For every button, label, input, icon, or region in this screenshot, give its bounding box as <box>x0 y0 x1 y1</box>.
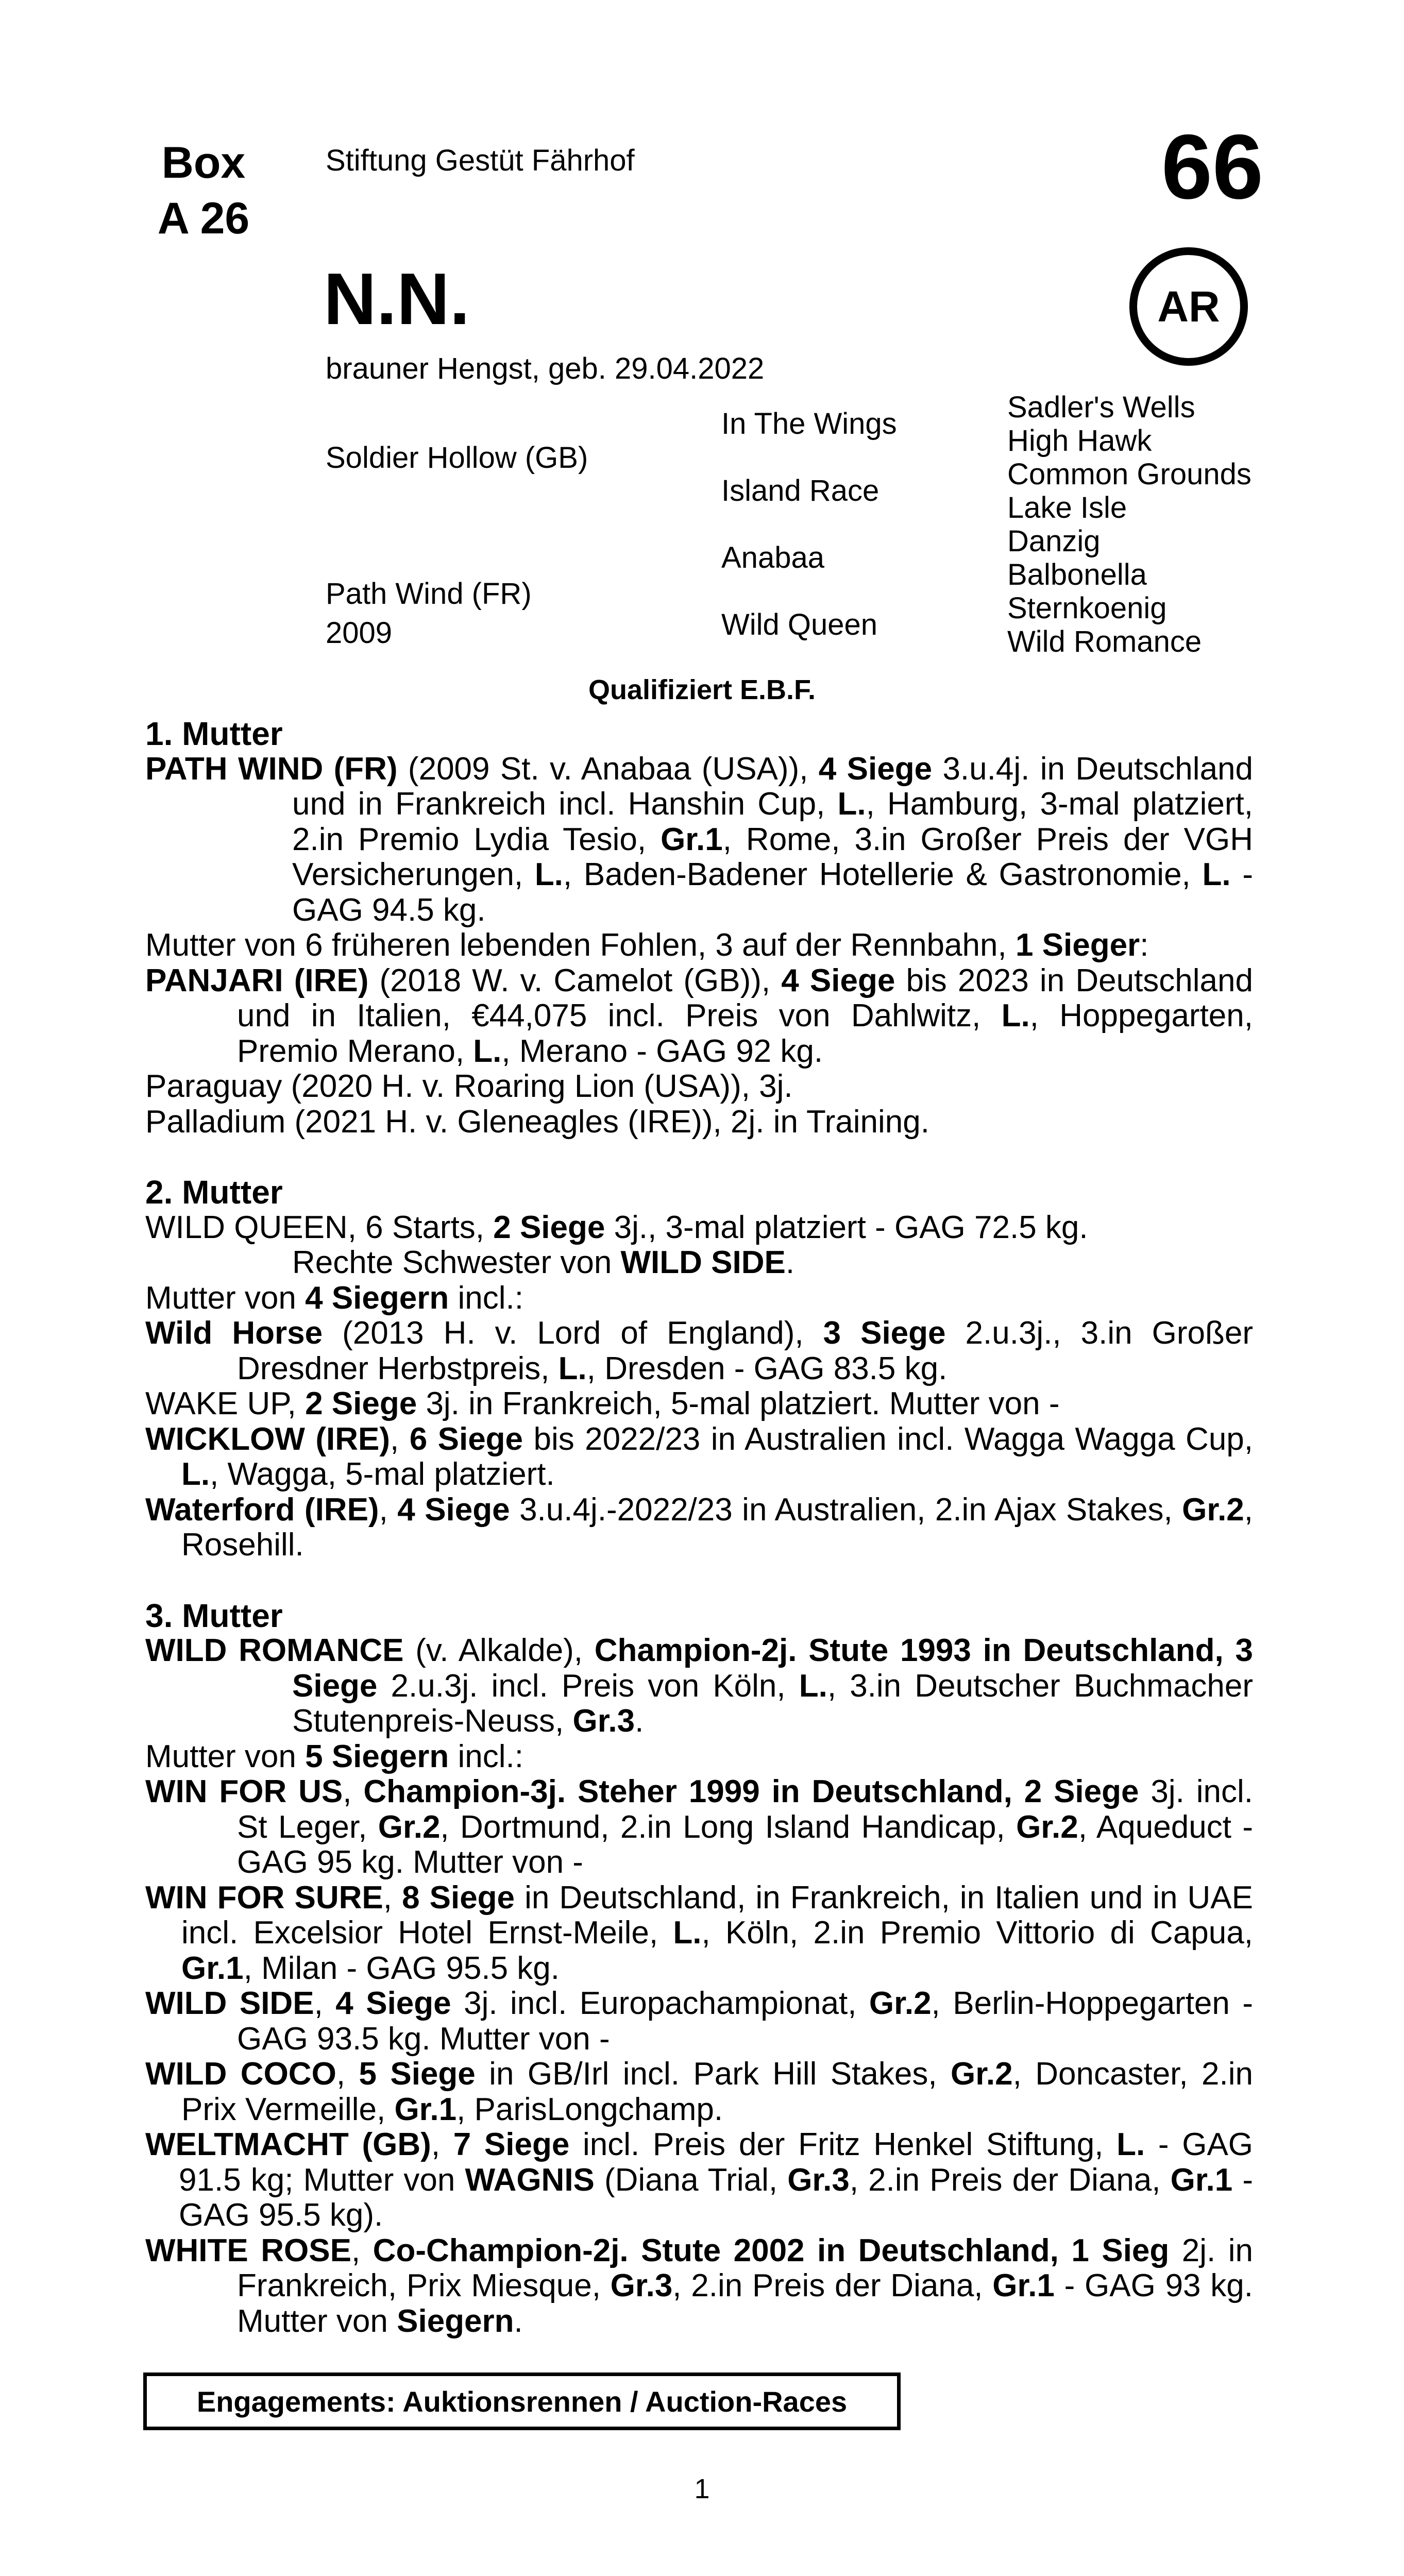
pedigree-dam: Path Wind (FR) <box>326 577 532 611</box>
pedigree-great-grandparent: Wild Romance <box>1007 625 1202 658</box>
catalogue-body <box>145 716 1253 2339</box>
produce-entry: Paraguay (2020 H. v. Roaring Lion (USA)), 3j. <box>145 1069 793 1104</box>
box-value: A 26 <box>157 194 250 243</box>
produce-entry: Waterford (IRE), 4 Siege 3.u.4j.-2022/23 in Australien, 2.in Ajax Stakes, Gr.2, Rosehill. <box>145 1492 1254 1563</box>
horse-description: brauner Hengst, geb. 29.04.2022 <box>326 352 765 385</box>
pedigree-grandparent: Anabaa <box>721 541 824 574</box>
produce-entry: WILD COCO, 5 Siege in GB/Irl incl. Park Hill Stakes, Gr.2, Doncaster, 2.in Prix Vermeille, Gr.1, ParisLongchamp. <box>145 2056 1253 2127</box>
pedigree-grandparent: Wild Queen <box>721 608 878 641</box>
second-dam-heading: 2. Mutter <box>145 1174 283 1211</box>
produce-entry: WHITE ROSE, Co-Champion-2j. Stute 2002 in Deutschland, 1 Sieg 2j. in Frankreich, Prix Miesque, Gr.3, 2.in Preis der Diana, Gr.1 - GAG 93 kg. Mutter von Siegern. <box>145 2232 1254 2339</box>
produce-entry: Palladium (2021 H. v. Gleneagles (IRE)), 2j. in Training. <box>145 1104 929 1140</box>
pedigree-great-grandparent: Balbonella <box>1007 558 1147 591</box>
ar-badge: AR <box>1129 247 1248 366</box>
box-number <box>147 135 260 246</box>
pedigree-dam-year: 2009 <box>326 616 393 650</box>
pedigree-great-grandparent: Danzig <box>1007 524 1101 558</box>
pedigree-grandparent: Island Race <box>721 474 879 507</box>
pedigree-sire: Soldier Hollow (GB) <box>326 441 588 474</box>
produce-entry: WIN FOR US, Champion-3j. Steher 1999 in Deutschland, 2 Siege 3j. incl. St Leger, Gr.2, Dortmund, 2.in Long Island Handicap, Gr.2, Aqueduct - GAG 95 kg. Mutter von - <box>145 1774 1253 1880</box>
produce-entry: WIN FOR SURE, 8 Siege in Deutschland, in Frankreich, in Italien und in UAE incl. Excelsior Hotel Ernst-Meile, L., Köln, 2.in Premio Vittorio di Capua, Gr.1, Milan - GAG 95.5 kg. <box>145 1879 1254 1986</box>
third-dam-heading: 3. Mutter <box>145 1597 283 1634</box>
second-dam-entry: WILD QUEEN, 6 Starts, 2 Siege 3j., 3-mal platziert - GAG 72.5 kg. <box>145 1209 1088 1245</box>
produce-entry: WELTMACHT (GB), 7 Siege incl. Preis der Fritz Henkel Stiftung, L. - GAG 91.5 kg; Mutter von WAGNIS (Diana Trial, Gr.3, 2.in Preis der Diana, Gr.1 - GAG 95.5 kg). <box>145 2127 1254 2233</box>
box-label: Box <box>161 138 246 188</box>
breeder: Stiftung Gestüt Fährhof <box>326 144 635 177</box>
produce-entry: PANJARI (IRE) (2018 W. v. Camelot (GB)), 4 Siege bis 2023 in Deutschland und in Italien, €44,075 incl. Preis von Dahlwitz, L., Hoppegarten, Premio Merano, L., Merano - GAG 92 kg. <box>145 962 1253 1069</box>
pedigree-great-grandparent: Lake Isle <box>1007 491 1127 524</box>
pedigree-great-grandparent: High Hawk <box>1007 424 1152 457</box>
first-dam-heading: 1. Mutter <box>145 715 283 752</box>
page-number: 1 <box>694 2473 710 2504</box>
first-dam-produce-summary: Mutter von 6 früheren lebenden Fohlen, 3 auf der Rennbahn, 1 Sieger: <box>145 927 1149 963</box>
second-dam-produce-summary: Mutter von 4 Siegern incl.: <box>145 1280 523 1316</box>
produce-entry: Wild Horse (2013 H. v. Lord of England), 3 Siege 2.u.3j., 3.in Großer Dresdner Herbstpreis, L., Dresden - GAG 83.5 kg. <box>145 1315 1254 1386</box>
produce-entry: WAKE UP, 2 Siege 3j. in Frankreich, 5-mal platziert. Mutter von - <box>145 1386 1060 1421</box>
qualification: Qualifiziert E.B.F. <box>588 674 816 705</box>
lot-number: 66 <box>1161 115 1263 218</box>
third-dam-entry: WILD ROMANCE (v. Alkalde), Champion-2j. Stute 1993 in Deutschland, 3 Siege 2.u.3j. incl. Preis von Köln, L., 3.in Deutscher Buchmacher Stutenpreis-Neuss, Gr.3. <box>145 1633 1253 1739</box>
second-dam-note: Rechte Schwester von WILD SIDE. <box>292 1245 795 1280</box>
third-dam-produce-summary: Mutter von 5 Siegern incl.: <box>145 1738 523 1774</box>
engagements-box: Engagements: Auktionsrennen / Auction-Races <box>143 2372 901 2430</box>
produce-entry: WICKLOW (IRE), 6 Siege bis 2022/23 in Australien incl. Wagga Wagga Cup, L., Wagga, 5-mal platziert. <box>145 1421 1254 1492</box>
pedigree-great-grandparent: Common Grounds <box>1007 457 1251 491</box>
pedigree-great-grandparent: Sadler's Wells <box>1007 391 1195 424</box>
pedigree-great-grandparent: Sternkoenig <box>1007 591 1167 625</box>
produce-entry: WILD SIDE, 4 Siege 3j. incl. Europachampionat, Gr.2, Berlin-Hoppegarten - GAG 93.5 kg. Mutter von - <box>145 1986 1254 2057</box>
pedigree-grandparent: In The Wings <box>721 407 897 440</box>
first-dam-entry: PATH WIND (FR) (2009 St. v. Anabaa (USA)), 4 Siege 3.u.4j. in Deutschland und in Frankreich incl. Hanshin Cup, L., Hamburg, 3-mal platziert, 2.in Premio Lydia Tesio, Gr.1, Rome, 3.in Großer Preis der VGH Versicherungen, L., Baden-Badener Hotellerie & Gastronomie, L. - GAG 94.5 kg. <box>145 751 1254 928</box>
horse-name: N.N. <box>324 258 470 340</box>
